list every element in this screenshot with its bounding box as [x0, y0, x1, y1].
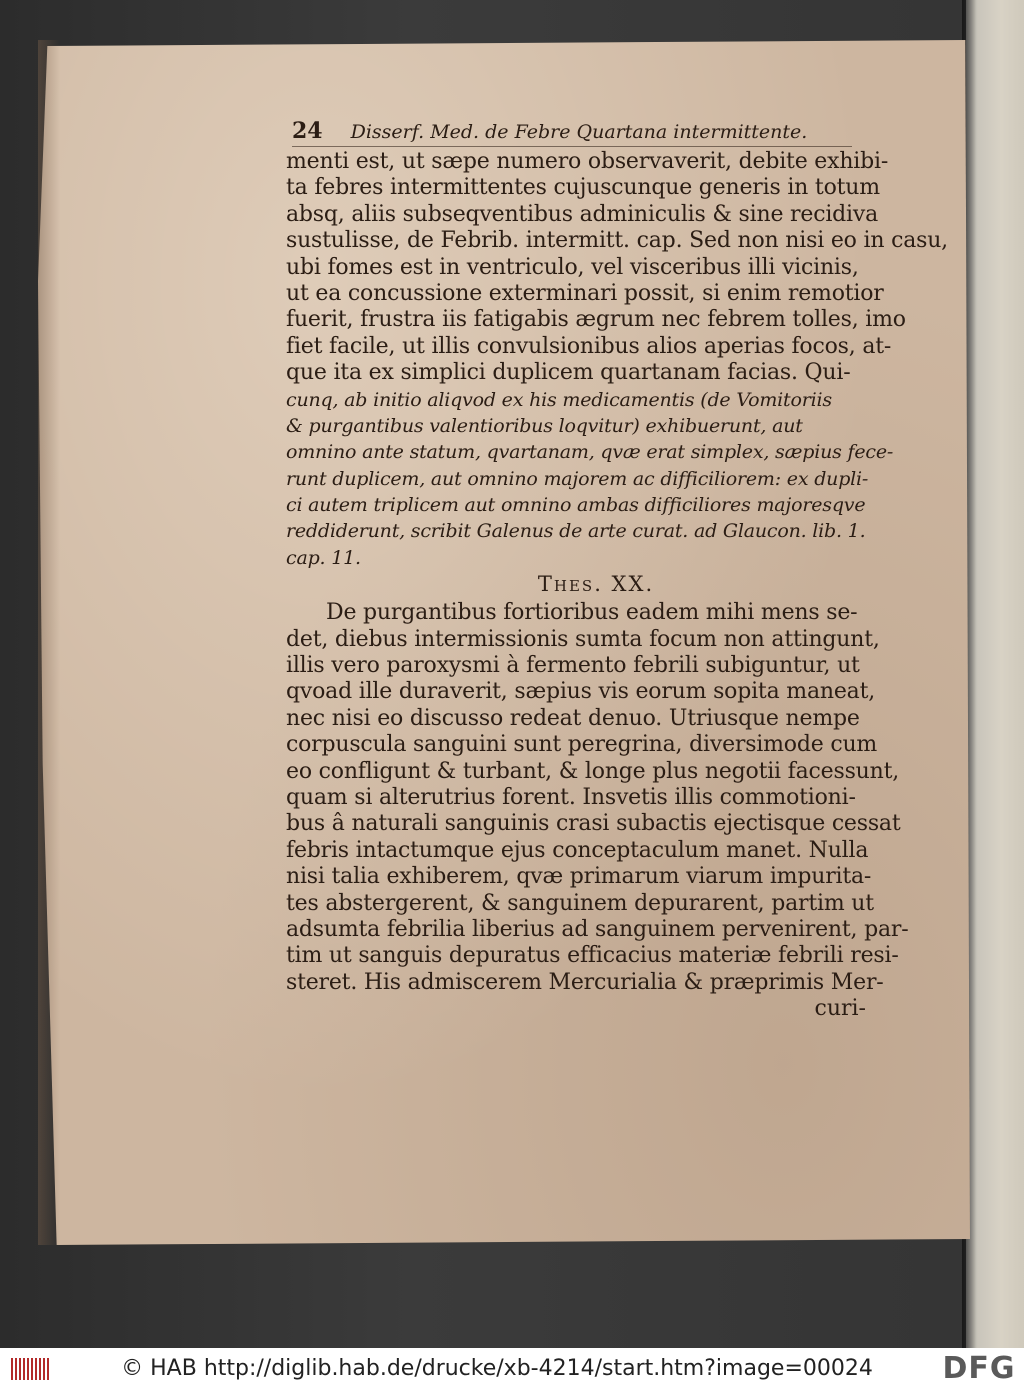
hab-barcode-logo-icon	[11, 1358, 49, 1380]
text-line: que ita ex simplici duplicem quartanam facias. Qui-	[286, 360, 851, 386]
text-line: tim ut sanguis depuratus efficacius materiæ febrili resi-	[286, 943, 899, 969]
text-line: det, diebus intermissionis sumta focum non attingunt,	[286, 626, 880, 652]
text-line: ubi fomes est in ventriculo, vel visceribus illi vicinis,	[286, 254, 859, 280]
text-line: adsumta febrilia liberius ad sanguinem pervenirent, par-	[286, 916, 909, 942]
text-line: fiet facile, ut illis convulsionibus alios aperias focos, at-	[286, 333, 892, 359]
running-head	[292, 118, 852, 147]
text-line: omnino ante statum, qvartanam, qvæ erat simplex, sæpius fece-	[286, 441, 894, 464]
dfg-logo: DFG	[942, 1351, 1016, 1386]
text-line: febris intactumque ejus conceptaculum manet. Nulla	[286, 837, 869, 863]
text-lines-part1	[286, 149, 948, 571]
text-line: menti est, ut sæpe numero observaverit, debite exhibi-	[286, 149, 889, 174]
text-line: runt duplicem, aut omnino majorem ac difficiliorem: ex dupli-	[286, 467, 869, 490]
copyright-link[interactable]: © HAB http://diglib.hab.de/drucke/xb-4214/start.htm?image=00024	[121, 1356, 873, 1381]
text-line: cap. 11.	[286, 546, 361, 569]
page-text-block	[286, 118, 948, 1022]
text-line: fuerit, frustra iis fatigabis ægrum nec febrem tolles, imo	[286, 307, 906, 333]
text-line: ci autem triplicem aut omnino ambas difficiliores majoresqve	[286, 494, 866, 517]
page-number: 24	[292, 118, 323, 144]
text-line: & purgantibus valentioribus loqvitur) exhibuerunt, aut	[286, 414, 803, 437]
hab-logo	[0, 1348, 60, 1389]
text-line: absq, aliis subseqventibus adminiculis & sine recidiva	[286, 201, 879, 227]
text-line: ut ea concussione exterminari possit, si enim remotior	[286, 280, 884, 306]
text-line: corpuscula sanguini sunt peregrina, diversimode cum	[286, 732, 878, 758]
text-line: reddiderunt, scribit Galenus de arte curat. ad Glaucon. lib. 1.	[286, 520, 866, 543]
text-line: tes abstergerent, & sanguinem depurarent, partim ut	[286, 890, 874, 916]
text-line: nisi talia exhiberem, qvæ primarum viarum impurita-	[286, 864, 872, 890]
text-line: De purgantibus fortioribus eadem mihi mens se-	[326, 600, 858, 626]
text-line: cunq, ab initio aliqvod ex his medicamentis (de Vomitoriis	[286, 388, 832, 411]
catchword: curi-	[814, 996, 866, 1022]
text-line: bus â naturali sanguinis crasi subactis ejectisque cessat	[286, 811, 901, 837]
text-line: steret. His admiscerem Mercurialia & præprimis Mer-	[286, 969, 884, 995]
text-lines-part2	[286, 600, 909, 996]
section-heading: Thes. XX.	[537, 572, 655, 597]
text-line: qvoad ille duraverit, sæpius vis eorum sopita maneat,	[286, 679, 875, 705]
text-line: nec nisi eo discusso redeat denuo. Utriusque nempe	[286, 705, 860, 731]
running-head-title: Disserf. Med. de Febre Quartana intermittente.	[350, 121, 808, 143]
text-line: ta febres intermittentes cujuscunque generis in totum	[286, 175, 880, 201]
text-line: sustulisse, de Febrib. intermitt. cap. Sed non nisi eo in casu,	[286, 228, 948, 254]
text-line: eo confligunt & turbant, & longe plus negotii facessunt,	[286, 758, 900, 784]
text-line: quam si alterutrius forent. Insvetis illis commotioni-	[286, 784, 856, 810]
viewer-footer	[0, 1348, 1024, 1389]
text-line: illis vero paroxysmi à fermento febrili subiguntur, ut	[286, 653, 860, 679]
